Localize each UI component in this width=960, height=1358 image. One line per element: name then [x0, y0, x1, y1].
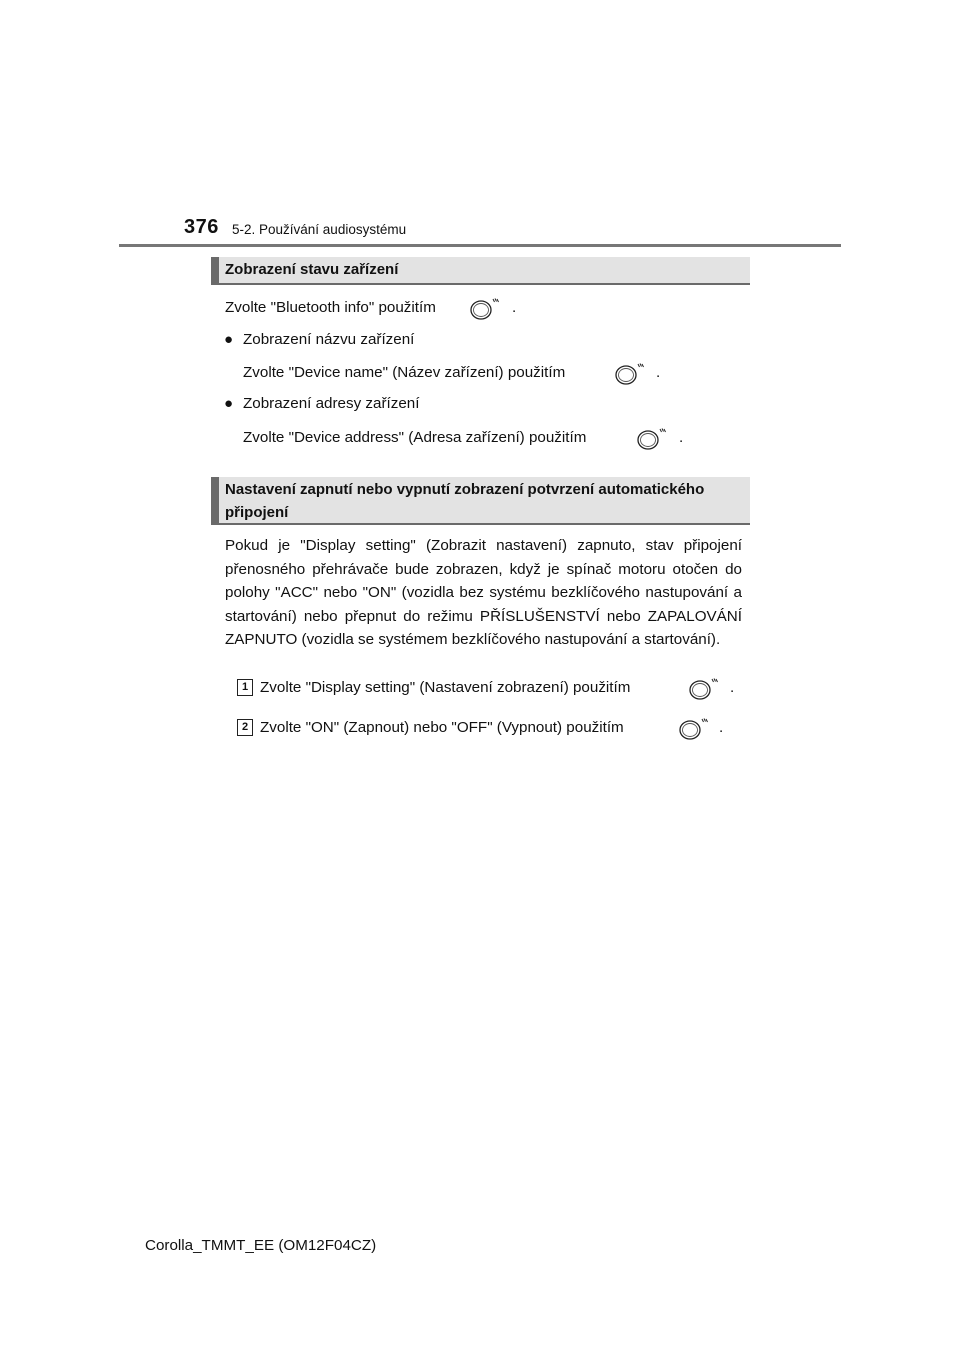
- footer-doc-id: Corolla_TMMT_EE (OM12F04CZ): [145, 1237, 377, 1254]
- period: .: [656, 364, 661, 381]
- period: .: [730, 679, 735, 696]
- period: .: [679, 429, 684, 446]
- section-header-auto-connect: [211, 477, 750, 525]
- instruction-line: [225, 298, 436, 318]
- section-title-line2: připojení: [225, 504, 289, 521]
- list-item-text: Zvolte "Device address" (Adresa zařízení) použitím: [243, 429, 587, 446]
- step-number-badge: 1: [237, 679, 253, 696]
- step-text: Zvolte "ON" (Zapnout) nebo "OFF" (Vypnout) použitím: [260, 719, 624, 736]
- instruction-text: Zvolte "Bluetooth info" použitím: [225, 299, 436, 316]
- list-item-text: Zvolte "Device name" (Název zařízení) použitím: [243, 364, 566, 381]
- tune-knob-icon: [634, 426, 668, 452]
- period: .: [512, 299, 517, 316]
- header-divider: [119, 244, 841, 247]
- bullet-icon: ●: [224, 395, 234, 412]
- breadcrumb: 5-2. Používání audiosystému: [232, 222, 407, 237]
- section-title-line1: Nastavení zapnutí nebo vypnutí zobrazení potvrzení automatického: [225, 481, 705, 498]
- step-text: Zvolte "Display setting" (Nastavení zobrazení) použitím: [260, 679, 631, 696]
- body-paragraph: Pokud je "Display setting" (Zobrazit nastavení) zapnuto, stav připojení přenosného přehrávače bude zobrazen, když je spínač motoru otočen do polohy "ACC" nebo "ON" (vozidla bez systému bezklíčového nastupování a startování) nebo přepnut do režimu PŘÍSLUŠENSTVÍ nebo ZAPALOVÁNÍ ZAPNUTO (vozidla se systémem bezklíčového nastupování a startování).: [225, 537, 742, 648]
- page-number: 376: [184, 216, 219, 238]
- list-item-title: Zobrazení názvu zařízení: [243, 331, 415, 348]
- tune-knob-icon: [686, 676, 720, 702]
- tune-knob-icon: [612, 361, 646, 387]
- tune-knob-icon: [676, 716, 710, 742]
- bullet-icon: ●: [224, 331, 234, 348]
- step-number-badge: 2: [237, 719, 253, 736]
- section-title: Zobrazení stavu zařízení: [225, 261, 399, 278]
- tune-knob-icon: [467, 296, 501, 322]
- period: .: [719, 719, 724, 736]
- list-item-title: Zobrazení adresy zařízení: [243, 395, 420, 412]
- section-header-device-status: [211, 257, 750, 285]
